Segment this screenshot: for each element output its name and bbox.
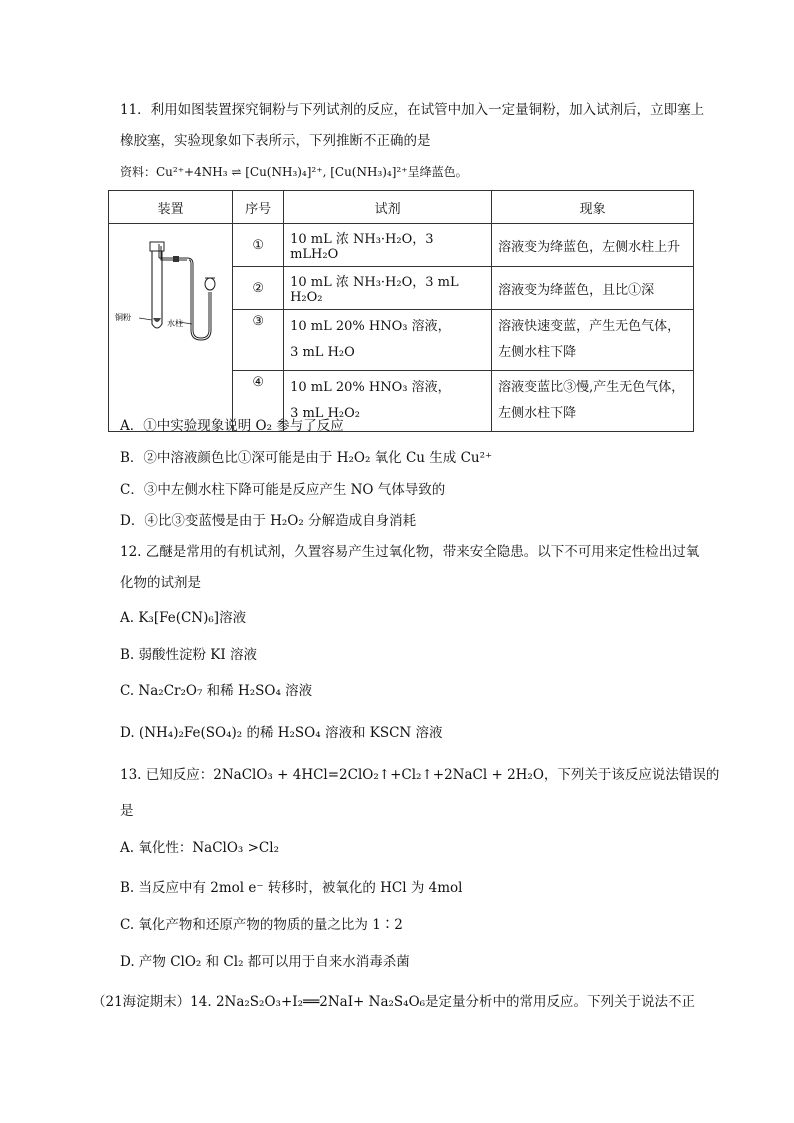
q13-stem-line2: 是: [120, 803, 134, 819]
row-number: ①: [233, 224, 284, 267]
row-number: ③: [233, 310, 284, 371]
row-phenomenon: [492, 310, 694, 371]
header-apparatus: 装置: [109, 191, 233, 224]
q11-option-a: A．①中实验现象说明 O₂ 参与了反应: [120, 418, 344, 434]
q12-option-d: D. (NH₄)₂Fe(SO₄)₂ 的稀 H₂SO₄ 溶液和 KSCN 溶液: [120, 725, 443, 741]
phenomenon-line: 左侧水柱下降: [498, 345, 577, 360]
copper-label: 铜粉: [115, 313, 131, 322]
row-reagent: [284, 310, 492, 371]
header-number: 序号: [233, 191, 284, 224]
row-reagent: 10 mL 浓 NH₃·H₂O，3 mL H₂O₂: [284, 267, 492, 310]
q11-option-d: D．④比③变蓝慢是由于 H₂O₂ 分解造成自身消耗: [120, 513, 417, 529]
reagent-line: 10 mL 20% HNO₃ 溶液，: [290, 319, 451, 334]
q14-stem-line1: （21海淀期末）14. 2Na₂S₂O₃+I₂══2NaI+ Na₂S₄O₆是定量分析中的常用反应。下列关于说法不正: [92, 994, 696, 1010]
row-phenomenon: 溶液变为绛蓝色，且比①深: [492, 267, 694, 310]
row-number: ④: [233, 371, 284, 432]
reagent-line: 3 mL H₂O: [290, 345, 355, 360]
table-row: [109, 224, 694, 267]
q11-option-c: C．③中左侧水柱下降可能是反应产生 NO 气体导致的: [120, 482, 446, 498]
q13-stem-line1: 13. 已知反应：2NaClO₃ + 4HCl=2ClO₂↑+Cl₂↑+2NaCl + 2H₂O，下列关于该反应说法错误的: [120, 767, 720, 783]
phenomenon-line: 溶液快速变蓝，产生无色气体，: [498, 319, 681, 334]
q13-option-b: B. 当反应中有 2mol e⁻ 转移时，被氧化的 HCl 为 4mol: [120, 880, 463, 896]
q11-experiment-table: [108, 190, 694, 432]
apparatus-diagram: [115, 232, 219, 342]
q11-stem-line1: 11．利用如图装置探究铜粉与下列试剂的反应，在试管中加入一定量铜粉，加入试剂后，立即塞上: [120, 102, 705, 118]
row-number: ②: [233, 267, 284, 310]
q12-stem-line2: 化物的试剂是: [120, 575, 201, 591]
phenomenon-line: 左侧水柱下降: [498, 406, 577, 421]
header-reagent: 试剂: [284, 191, 492, 224]
row-phenomenon: 溶液变为绛蓝色，左侧水柱上升: [492, 224, 694, 267]
q13-option-a: A. 氧化性：NaClO₃ >Cl₂: [120, 840, 279, 856]
apparatus-cell: [109, 224, 233, 432]
row-reagent: 10 mL 浓 NH₃·H₂O，3 mLH₂O: [284, 224, 492, 267]
q12-stem-line1: 12. 乙醚是常用的有机试剂，久置容易产生过氧化物，带来安全隐患。以下不可用来定性检出过氧: [120, 544, 700, 560]
q11-option-b: B．②中溶液颜色比①深可能是由于 H₂O₂ 氧化 Cu 生成 Cu²⁺: [120, 450, 493, 466]
q12-option-a: A. K₃[Fe(CN)₆]溶液: [120, 610, 247, 626]
q13-option-d: D. 产物 ClO₂ 和 Cl₂ 都可以用于自来水消毒杀菌: [120, 954, 410, 970]
q13-option-c: C. 氧化产物和还原产物的物质的量之比为 1∶2: [120, 917, 403, 933]
row-phenomenon: [492, 371, 694, 432]
q11-note: 资料：Cu²⁺+4NH₃ ⇌ [Cu(NH₃)₄]²⁺, [Cu(NH₃)₄]²⁺呈绛蓝色。: [120, 165, 468, 179]
table-header-row: [109, 191, 694, 224]
water-label: 水柱: [167, 319, 183, 328]
q12-option-b: B. 弱酸性淀粉 KI 溶液: [120, 647, 258, 663]
phenomenon-line: 溶液变蓝比③慢,产生无色气体，: [498, 380, 685, 395]
header-phenomenon: 现象: [492, 191, 694, 224]
q12-option-c: C. Na₂Cr₂O₇ 和稀 H₂SO₄ 溶液: [120, 683, 313, 699]
reagent-line: 10 mL 20% HNO₃ 溶液，: [290, 380, 451, 395]
q11-stem-line2: 橡胶塞，实验现象如下表所示，下列推断不正确的是: [120, 133, 431, 149]
reagent-line: 3 mL H₂O₂: [290, 406, 360, 421]
